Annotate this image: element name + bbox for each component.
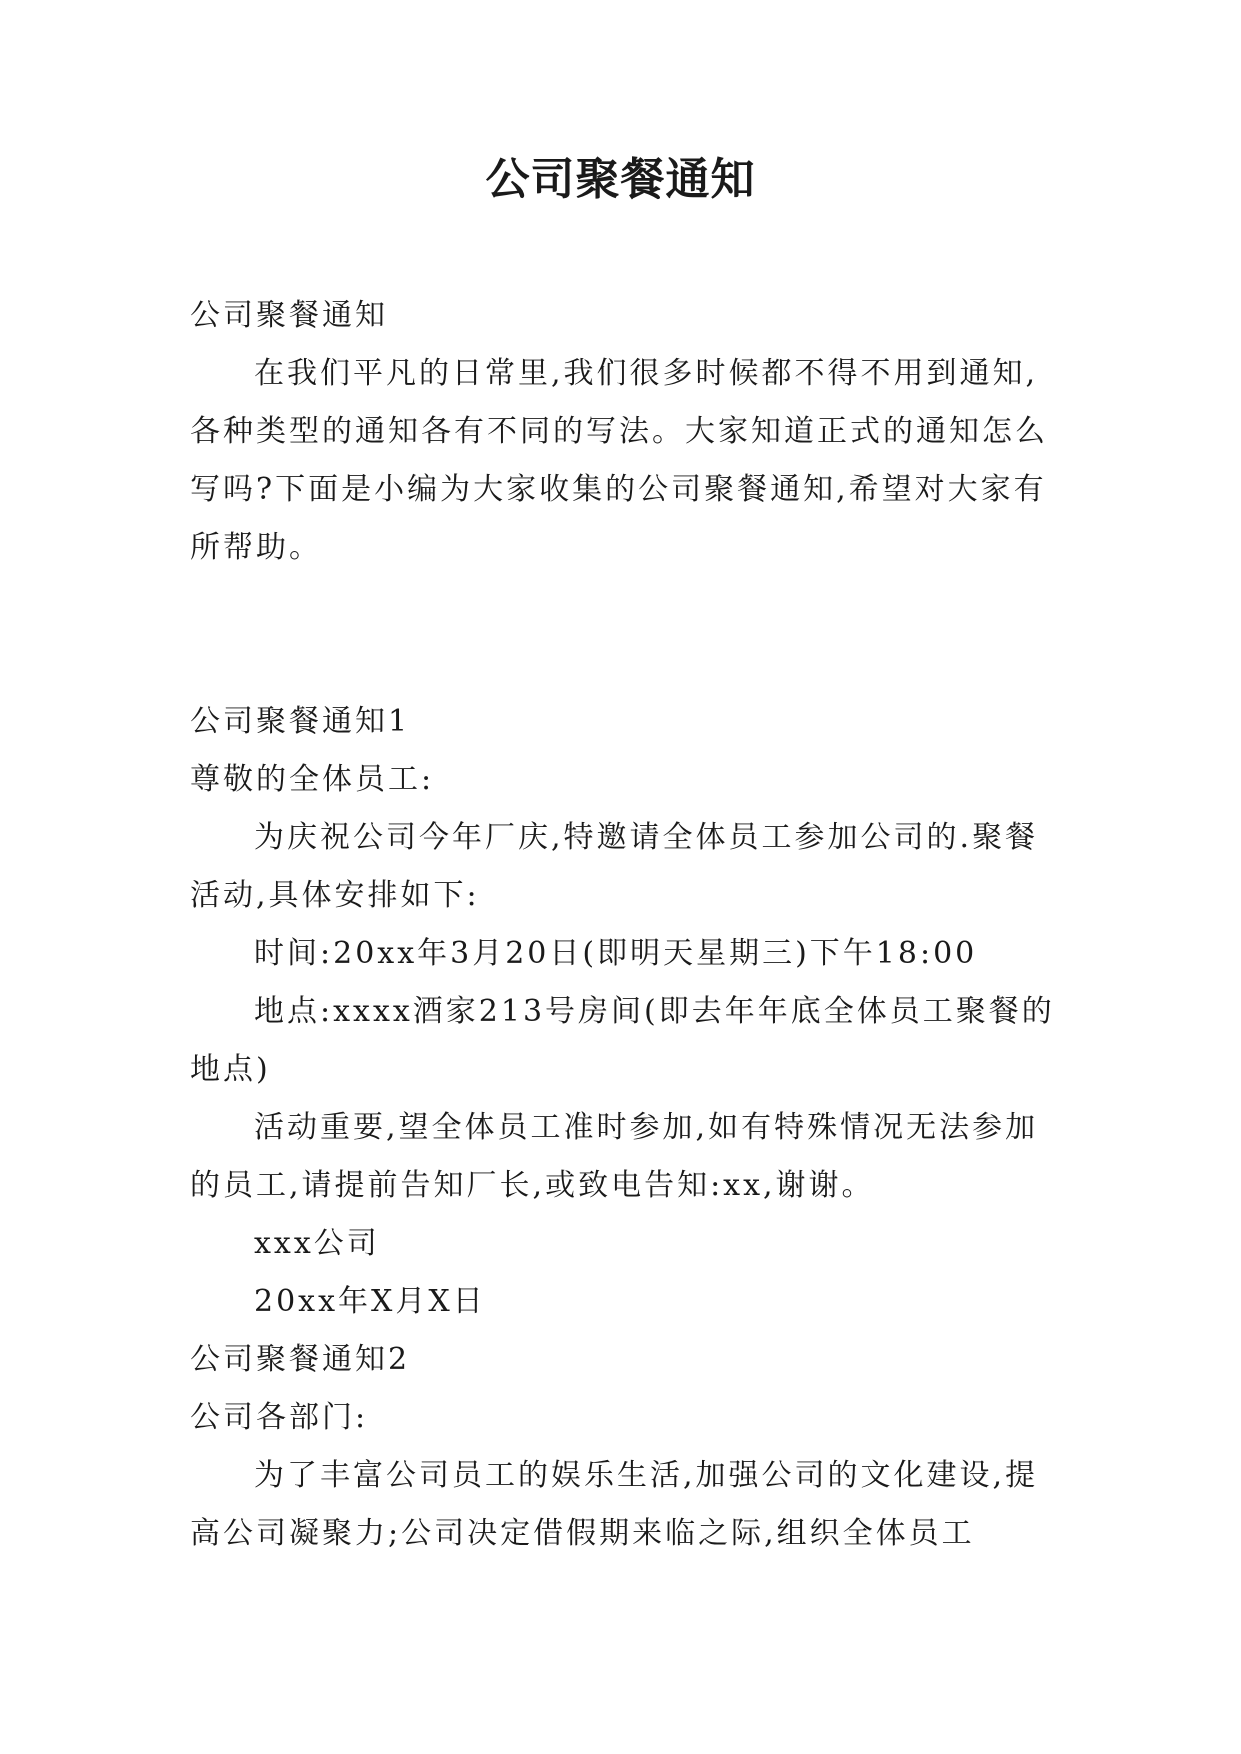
notice1-date: 20xx年X月X日	[254, 1284, 486, 1319]
notice2-salutation: 公司各部门:	[190, 1400, 369, 1435]
notice1-place: 地点:xxxx酒家213号房间(即去年年底全体员工聚餐的地点)	[190, 994, 1055, 1087]
notice2-paragraph: 为了丰富公司员工的娱乐生活,加强公司的文化建设,提高公司凝聚力;公司决定借假期来临之际,组织全体员工	[190, 1458, 1039, 1551]
notice2-heading: 公司聚餐通知2	[190, 1342, 411, 1377]
document-body	[190, 287, 1060, 1563]
notice1-signature: xxx公司	[254, 1226, 380, 1261]
intro-paragraph: 在我们平凡的日常里,我们很多时候都不得不用到通知,各种类型的通知各有不同的写法。大家知道正式的通知怎么写吗?下面是小编为大家收集的公司聚餐通知,希望对大家有所帮助。	[190, 356, 1048, 565]
notice1-salutation: 尊敬的全体员工:	[190, 762, 435, 797]
notice1-paragraph: 为庆祝公司今年厂庆,特邀请全体员工参加公司的.聚餐活动,具体安排如下:	[190, 820, 1039, 913]
document-subtitle: 公司聚餐通知	[190, 298, 388, 333]
section-gap	[190, 577, 1060, 693]
document-title: 公司聚餐通知	[485, 154, 756, 205]
notice1-paragraph-2: 活动重要,望全体员工准时参加,如有特殊情况无法参加的员工,请提前告知厂长,或致电告知:xx,谢谢。	[190, 1110, 1039, 1203]
notice1-heading: 公司聚餐通知1	[190, 704, 411, 739]
notice1-time: 时间:20xx年3月20日(即明天星期三)下午18:00	[254, 936, 978, 971]
